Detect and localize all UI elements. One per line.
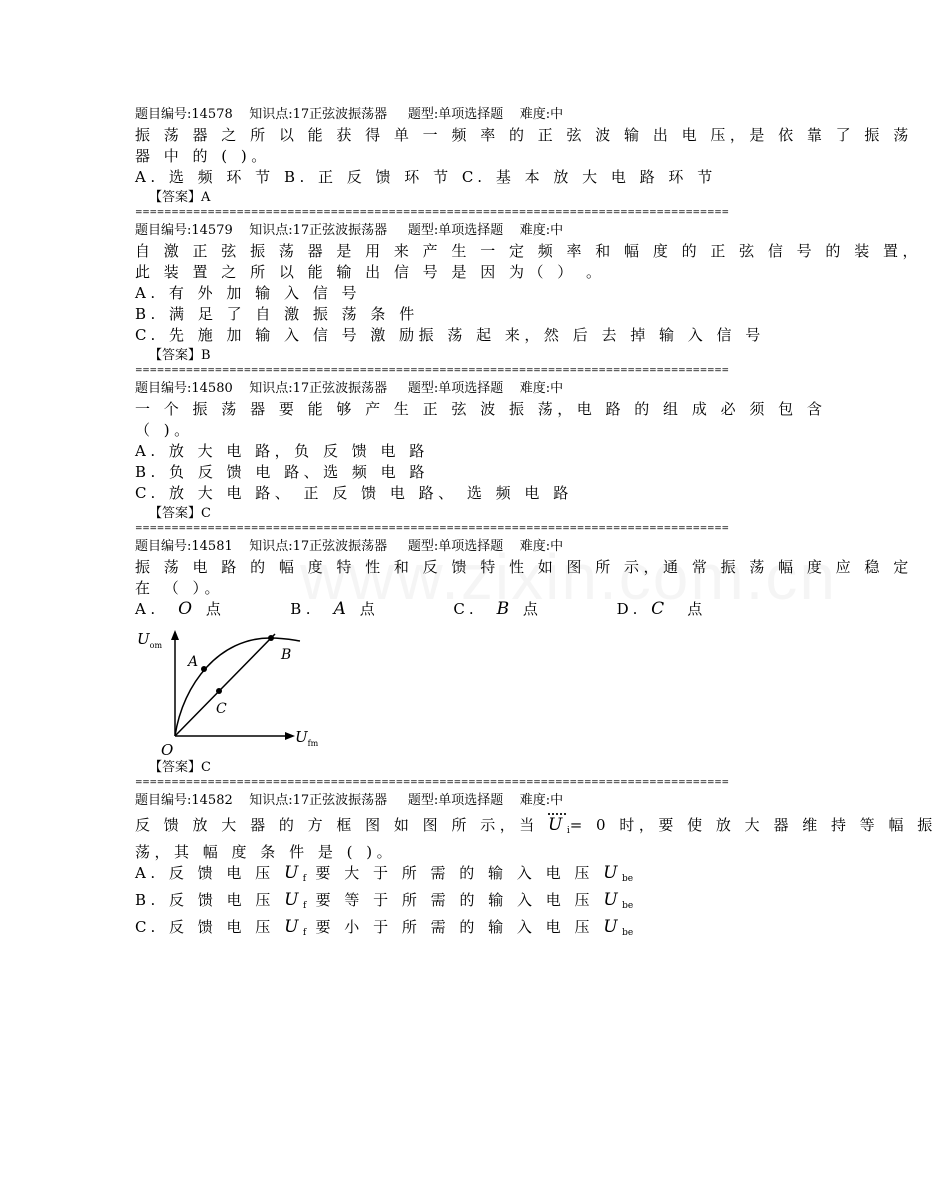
question-sheet bbox=[135, 104, 937, 946]
question-meta: 题目编号:14578 知识点:17正弦波振荡器 题型:单项选择题 难度:中 bbox=[135, 107, 564, 122]
option-c: C. 放 大 电 路、 正 反 馈 电 路、 选 频 电 路 bbox=[135, 484, 573, 502]
question-meta: 题目编号:14579 知识点:17正弦波振荡器 题型:单项选择题 难度:中 bbox=[135, 223, 564, 238]
option-b: B. 满 足 了 自 激 振 荡 条 件 bbox=[135, 305, 419, 323]
option-line: A. 选 频 环 节 B. 正 反 馈 环 节 C. 基 本 放 大 电 路 环 节 bbox=[135, 168, 717, 186]
separator: ================================================================================== bbox=[135, 208, 729, 218]
option-a: A. 有 外 加 输 入 信 号 bbox=[135, 284, 361, 302]
separator: ================================================================================== bbox=[135, 524, 729, 534]
question-stem: （ )。 bbox=[135, 421, 194, 439]
answer: 【答案】C bbox=[149, 506, 211, 521]
option-d: D. C 点 bbox=[616, 599, 707, 619]
separator: ================================================================================== bbox=[135, 778, 729, 788]
x-axis-arrow bbox=[285, 732, 295, 740]
question-stem: 在 （ ）。 bbox=[135, 579, 225, 597]
y-axis-label: $U_{om}$ bbox=[137, 630, 163, 650]
option-c: C. B 点 bbox=[453, 599, 543, 619]
question-14581 bbox=[135, 536, 913, 788]
point-a bbox=[201, 666, 207, 672]
amplitude-feedback-graph bbox=[135, 628, 335, 758]
separator: ================================================================================== bbox=[135, 366, 729, 376]
feedback-line bbox=[175, 634, 275, 736]
question-meta: 题目编号:14580 知识点:17正弦波振荡器 题型:单项选择题 难度:中 bbox=[135, 381, 564, 396]
question-14579 bbox=[135, 220, 922, 376]
question-14582 bbox=[135, 790, 937, 944]
answer: 【答案】C bbox=[149, 760, 211, 775]
option-a: A. 放 大 电 路，负 反 馈 电 路 bbox=[135, 442, 429, 460]
option-b: B. 负 反 馈 电 路、选 频 电 路 bbox=[135, 463, 429, 481]
question-stem: 振 荡 电 路 的 幅 度 特 性 和 反 馈 特 性 如 图 所 示，通 常 振 荡 幅 度 应 稳 定 bbox=[135, 558, 913, 576]
question-stem: 此 装 置 之 所 以 能 输 出 信 号 是 因 为（ ） 。 bbox=[135, 263, 606, 281]
question-meta: 题目编号:14582 知识点:17正弦波振荡器 题型:单项选择题 难度:中 bbox=[135, 793, 564, 808]
question-meta: 题目编号:14581 知识点:17正弦波振荡器 题型:单项选择题 难度:中 bbox=[135, 539, 564, 554]
question-stem: 振 荡 器 之 所 以 能 获 得 单 一 频 率 的 正 弦 波 输 出 电 压，是 依 靠 了 振 荡 bbox=[135, 126, 913, 144]
graph-svg bbox=[135, 628, 335, 758]
point-b bbox=[268, 635, 274, 641]
question-stem: 荡，其 幅 度 条 件 是 ( )。 bbox=[135, 843, 397, 861]
question-14578 bbox=[135, 104, 913, 218]
answer: 【答案】A bbox=[149, 190, 211, 205]
option-b: B. A 点 bbox=[290, 599, 380, 619]
option-a: A. 反 馈 电 压 $U_f$ 要 大 于 所 需 的 输 入 电 压 $U_{be}$ bbox=[135, 863, 634, 884]
option-line bbox=[135, 599, 795, 620]
point-b-label: B bbox=[281, 647, 292, 663]
option-b: B. 反 馈 电 压 $U_f$ 要 等 于 所 需 的 输 入 电 压 $U_{be}$ bbox=[135, 890, 634, 911]
point-c bbox=[216, 688, 222, 694]
option-c: C. 先 施 加 输 入 信 号 激 励振 荡 起 来，然 后 去 掉 输 入 信 号 bbox=[135, 326, 765, 344]
option-a: A. O 点 bbox=[135, 599, 226, 619]
x-axis-label: $U_{fm}$ bbox=[295, 728, 319, 748]
question-stem: 自 激 正 弦 振 荡 器 是 用 来 产 生 一 定 频 率 和 幅 度 的 正 弦 信 号 的 装 置， bbox=[135, 242, 922, 260]
question-14580 bbox=[135, 378, 827, 534]
option-c: C. 反 馈 电 压 $U_f$ 要 小 于 所 需 的 输 入 电 压 $U_{be}$ bbox=[135, 917, 634, 938]
y-axis-arrow bbox=[171, 630, 179, 640]
point-c-label: C bbox=[216, 701, 227, 717]
question-stem: 一 个 振 荡 器 要 能 够 产 生 正 弦 波 振 荡，电 路 的 组 成 必 须 包 含 bbox=[135, 400, 827, 418]
origin-label: O bbox=[161, 741, 174, 759]
question-stem: 反 馈 放 大 器 的 方 框 图 如 图 所 示，当 $U_i= 0$ 时，要 使 放 大 器 维 持 等 幅 振 bbox=[135, 815, 937, 836]
point-a-label: A bbox=[188, 654, 199, 670]
answer: 【答案】B bbox=[149, 348, 211, 363]
question-stem: 器 中 的 ( )。 bbox=[135, 147, 271, 165]
